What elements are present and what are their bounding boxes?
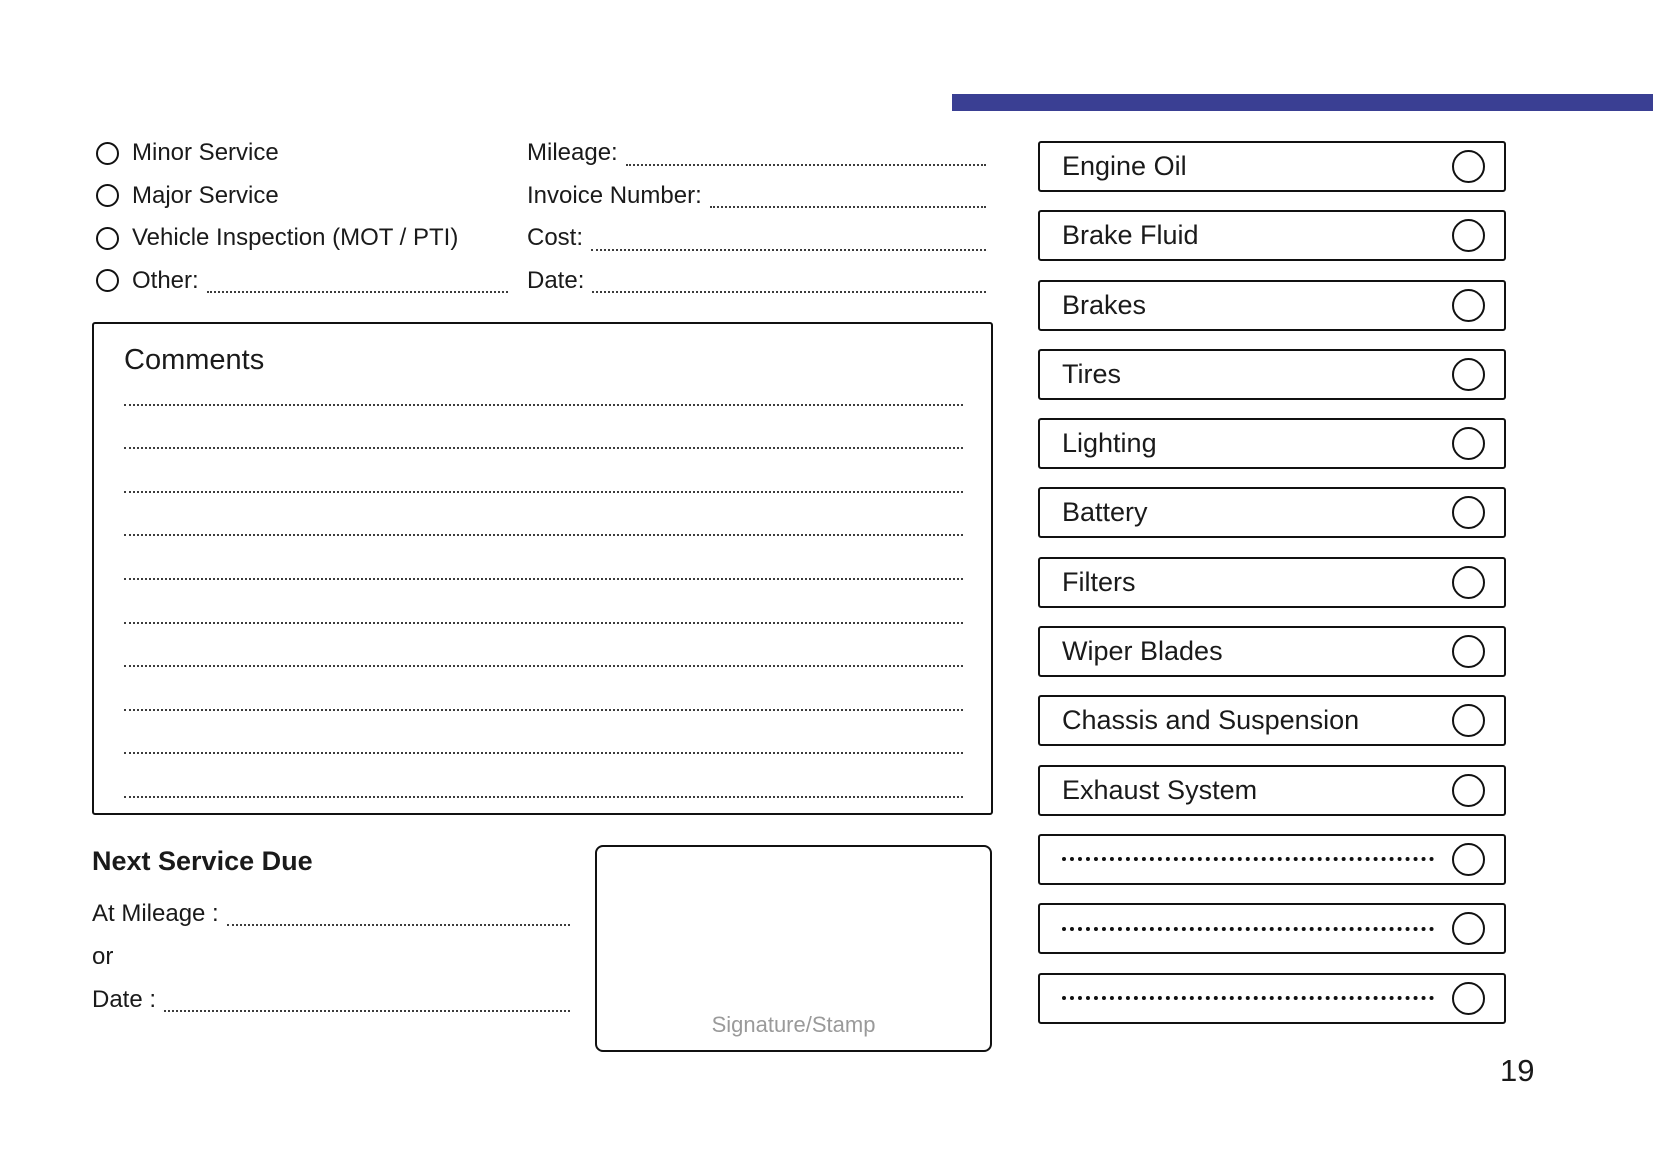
service-option-row — [96, 217, 508, 260]
checklist-item-blank-3 — [1038, 973, 1506, 1024]
option-label: Minor Service — [132, 139, 279, 167]
check-circle[interactable] — [1452, 150, 1485, 183]
field-row-mileage — [527, 132, 986, 175]
field-label: Invoice Number: — [527, 181, 702, 209]
next-service-date-label: Date : — [92, 985, 157, 1013]
invoice-number-fill-line — [710, 206, 986, 208]
radio-circle-vehicle-inspection[interactable] — [96, 227, 119, 250]
checklist-item-lighting — [1038, 418, 1506, 469]
comments-title: Comments — [124, 344, 265, 376]
service-option-row — [96, 175, 508, 218]
comments-line — [124, 449, 963, 493]
checklist-item-engine-oil — [1038, 141, 1506, 192]
checklist-item-label: Exhaust System — [1062, 774, 1258, 805]
checklist-item-battery — [1038, 487, 1506, 538]
checklist-item-label: Brakes — [1062, 289, 1147, 320]
option-label: Vehicle Inspection (MOT / PTI) — [132, 224, 459, 252]
field-row-invoice-number — [527, 175, 986, 218]
checklist-item-blank-1 — [1038, 834, 1506, 885]
signature-stamp-box — [595, 845, 992, 1052]
checklist-item-label: Brake Fluid — [1062, 220, 1199, 251]
mileage-fill-line — [626, 164, 986, 166]
field-row-date — [527, 260, 986, 303]
checklist-item-label: Engine Oil — [1062, 151, 1187, 181]
next-service-or-label: or — [92, 942, 114, 970]
checklist-item-label: Lighting — [1062, 428, 1157, 459]
next-service-date-line — [164, 1010, 570, 1012]
checklist-item-blank-2 — [1038, 903, 1506, 954]
check-circle[interactable] — [1452, 774, 1485, 807]
check-circle[interactable] — [1452, 496, 1485, 529]
check-circle[interactable] — [1452, 912, 1485, 945]
comments-line — [124, 754, 963, 798]
comments-line — [124, 362, 963, 406]
comments-line — [124, 493, 963, 537]
next-service-mileage-label: At Mileage : — [92, 899, 219, 927]
service-option-row — [96, 260, 508, 303]
comments-box — [92, 322, 993, 815]
next-service-mileage-line — [227, 924, 570, 926]
comments-line — [124, 667, 963, 711]
signature-stamp-label: Signature/Stamp — [711, 1012, 876, 1037]
check-circle[interactable] — [1452, 427, 1485, 460]
checklist-item-exhaust-system — [1038, 765, 1506, 816]
checklist-item-tires — [1038, 349, 1506, 400]
checklist-blank-line — [1062, 927, 1434, 931]
comments-line — [124, 711, 963, 755]
check-circle[interactable] — [1452, 566, 1485, 599]
next-service-mileage-row — [92, 892, 570, 935]
other-fill-line — [207, 291, 508, 293]
check-circle[interactable] — [1452, 704, 1485, 737]
next-service-section — [92, 846, 570, 1021]
next-service-date-row — [92, 978, 570, 1021]
check-circle[interactable] — [1452, 358, 1485, 391]
comments-line — [124, 580, 963, 624]
accent-bar — [952, 94, 1653, 111]
checklist-item-label: Wiper Blades — [1062, 636, 1223, 667]
checklist-item-brake-fluid — [1038, 210, 1506, 261]
cost-fill-line — [591, 249, 986, 251]
service-checklist — [1038, 141, 1506, 1042]
checklist-blank-line — [1062, 857, 1434, 861]
checklist-item-filters — [1038, 557, 1506, 608]
radio-circle-minor-service[interactable] — [96, 142, 119, 165]
field-label: Mileage: — [527, 139, 618, 167]
checklist-item-label: Tires — [1062, 358, 1121, 389]
checklist-item-label: Battery — [1062, 497, 1148, 528]
check-circle[interactable] — [1452, 843, 1485, 876]
checklist-item-brakes — [1038, 280, 1506, 331]
check-circle[interactable] — [1452, 635, 1485, 668]
comments-line — [124, 624, 963, 668]
next-service-title: Next Service Due — [92, 846, 313, 876]
service-type-options — [96, 132, 508, 302]
comments-lines — [124, 362, 963, 798]
details-fields — [527, 132, 986, 302]
radio-circle-other[interactable] — [96, 269, 119, 292]
checklist-item-label: Filters — [1062, 566, 1136, 597]
comments-line — [124, 406, 963, 450]
checklist-item-wiper-blades — [1038, 626, 1506, 677]
field-label: Date: — [527, 266, 585, 294]
checklist-item-chassis-suspension — [1038, 695, 1506, 746]
field-label: Cost: — [527, 224, 584, 252]
option-label: Other: — [132, 266, 199, 294]
check-circle[interactable] — [1452, 219, 1485, 252]
check-circle[interactable] — [1452, 982, 1485, 1015]
checklist-item-label: Chassis and Suspension — [1062, 705, 1360, 736]
field-row-cost — [527, 217, 986, 260]
date-fill-line — [592, 291, 986, 293]
check-circle[interactable] — [1452, 289, 1485, 322]
comments-line — [124, 536, 963, 580]
checklist-blank-line — [1062, 996, 1434, 1000]
radio-circle-major-service[interactable] — [96, 184, 119, 207]
service-option-row — [96, 132, 508, 175]
next-service-or-row — [92, 935, 570, 978]
option-label: Major Service — [132, 181, 279, 209]
page-number: 19 — [1500, 1053, 1535, 1088]
